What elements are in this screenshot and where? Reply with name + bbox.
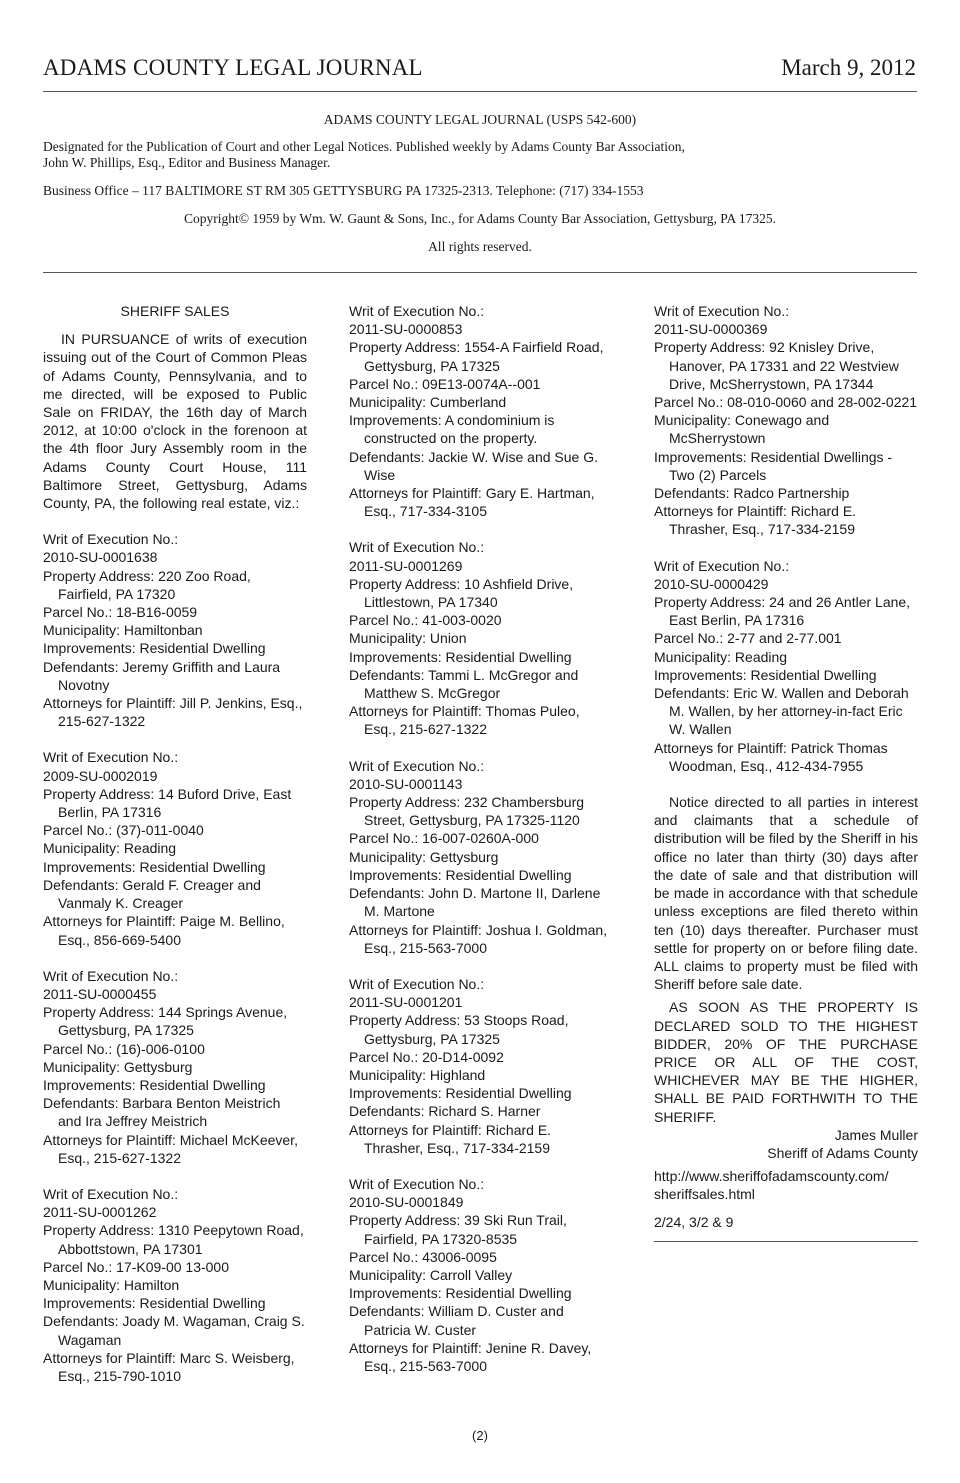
writ-line: Improvements: A condominium is constructed on the property.	[349, 412, 555, 447]
writ-number: 2010-SU-0001849	[349, 1194, 464, 1211]
writ-line: Municipality: Gettysburg	[349, 848, 499, 865]
writ-line: Writ of Execution No.:	[349, 975, 485, 992]
masthead-copyright: Copyright© 1959 by Wm. W. Gaunt & Sons, Inc., for Adams County Bar Association, Gettysburg, PA 17325.	[183, 211, 777, 226]
writ-line: Improvements: Residential Dwelling	[43, 858, 266, 875]
writ-line: Defendants: Joady M. Wagaman, Craig S. Wagaman	[43, 1313, 305, 1348]
column-3	[654, 302, 918, 1242]
writ-line: Property Address: 144 Springs Avenue, Gettysburg, PA 17325	[43, 1004, 288, 1039]
writ-line: Writ of Execution No.:	[43, 967, 179, 984]
writ-number: 2011-SU-0000853	[349, 321, 463, 338]
writ-line: Parcel No.: 16-007-0260A-000	[349, 830, 539, 847]
masthead-business-office: Business Office – 117 BALTIMORE ST RM 305 GETTYSBURG PA 17325-2313. Telephone: (717) 334-1553	[43, 183, 644, 198]
writ-number: 2010-SU-0000429	[654, 575, 769, 592]
writ-entry	[43, 967, 307, 1167]
writ-line: Writ of Execution No.:	[43, 531, 179, 548]
writ-number: 2009-SU-0002019	[43, 767, 158, 784]
writ-line: Improvements: Residential Dwelling	[43, 640, 266, 657]
writ-entry	[349, 757, 613, 957]
writ-line: Improvements: Residential Dwelling	[43, 1295, 266, 1312]
writ-line: Writ of Execution No.:	[349, 303, 485, 319]
writ-line: Writ of Execution No.:	[43, 1185, 179, 1202]
writ-entry	[654, 302, 918, 539]
sheriff-sales-heading: SHERIFF SALES	[120, 303, 230, 319]
writ-line: Defendants: Richard S. Harner	[349, 1103, 541, 1120]
signer-title: Sheriff of Adams County	[767, 1144, 918, 1161]
writ-line: Property Address: 92 Knisley Drive, Hanover, PA 17331 and 22 Westview Drive, McSherrystown, PA 17344	[654, 339, 899, 392]
writ-line: Attorneys for Plaintiff: Gary E. Hartman, Esq., 717-334-3105	[349, 485, 595, 520]
writ-line: Defendants: John D. Martone II, Darlene M. Martone	[349, 885, 601, 920]
writ-line: Municipality: Conewago and McSherrystown	[654, 412, 830, 447]
writ-line: Defendants: Gerald F. Creager and Vanmaly K. Creager	[43, 876, 261, 912]
writ-line: Parcel No.: (37)-011-0040	[43, 822, 204, 839]
writ-line: Improvements: Residential Dwelling	[349, 1085, 572, 1102]
writ-line: Writ of Execution No.:	[43, 749, 179, 766]
writ-line: Attorneys for Plaintiff: Michael McKeever, Esq., 215-627-1322	[43, 1131, 298, 1166]
writ-number: 2011-SU-0001201	[349, 994, 463, 1011]
writ-line: Attorneys for Plaintiff: Paige M. Bellino, Esq., 856-669-5400	[43, 913, 285, 948]
writ-line: Improvements: Residential Dwelling	[349, 648, 572, 665]
sheriff-url-1[interactable]: http://www.sheriffofadamscounty.com/	[654, 1168, 889, 1185]
writ-line: Defendants: Radco Partnership	[654, 485, 850, 502]
writ-line: Defendants: William D. Custer and Patricia W. Custer	[349, 1303, 564, 1338]
masthead-publication: ADAMS COUNTY LEGAL JOURNAL (USPS 542-600)	[323, 112, 637, 127]
writ-entry	[349, 1175, 613, 1375]
writ-line: Defendants: Jackie W. Wise and Sue G. Wise	[349, 448, 599, 483]
writ-entry	[43, 748, 307, 948]
writ-line: Property Address: 24 and 26 Antler Lane, East Berlin, PA 17316	[654, 594, 911, 629]
writ-line: Municipality: Reading	[654, 648, 788, 665]
writ-line: Defendants: Barbara Benton Meistrich and Ira Jeffrey Meistrich	[43, 1095, 281, 1130]
signer-name: James Muller	[834, 1126, 918, 1143]
masthead-rights: All rights reserved.	[428, 239, 532, 254]
writ-number: 2011-SU-0001269	[349, 557, 463, 574]
writ-entry	[43, 1185, 307, 1385]
writ-line: Attorneys for Plaintiff: Jill P. Jenkins, Esq., 215-627-1322	[43, 695, 303, 730]
writ-line: Defendants: Eric W. Wallen and Deborah M. Wallen, by her attorney-in-fact Eric W. Wallen	[654, 685, 909, 738]
writ-line: Attorneys for Plaintiff: Richard E. Thrasher, Esq., 717-334-2159	[349, 1121, 552, 1156]
issue-date: March 9, 2012	[781, 55, 916, 80]
writ-line: Municipality: Cumberland	[349, 394, 507, 411]
writ-line: Improvements: Residential Dwelling	[349, 866, 572, 883]
writ-line: Writ of Execution No.:	[654, 303, 790, 319]
writ-line: Parcel No.: (16)-006-0100	[43, 1040, 205, 1057]
writ-line: Property Address: 10 Ashfield Drive, Littlestown, PA 17340	[349, 575, 574, 611]
writ-line: Property Address: 220 Zoo Road, Fairfield, PA 17320	[43, 567, 251, 602]
writ-line: Property Address: 1310 Peepytown Road, Abbottstown, PA 17301	[43, 1222, 304, 1257]
writ-line: Defendants: Jeremy Griffith and Laura Novotny	[43, 658, 281, 693]
column-2-entries	[349, 302, 613, 1375]
writ-line: Parcel No.: 08-010-0060 and 28-002-0221	[654, 394, 918, 411]
writ-line: Attorneys for Plaintiff: Thomas Puleo, Esq., 215-627-1322	[349, 703, 580, 738]
writ-line: Parcel No.: 2-77 and 2-77.001	[654, 630, 842, 647]
writ-line: Municipality: Hamiltonban	[43, 622, 203, 639]
writ-line: Municipality: Carroll Valley	[349, 1266, 513, 1283]
writ-line: Property Address: 39 Ski Run Trail, Fairfield, PA 17320-8535	[349, 1212, 567, 1247]
writ-line: Parcel No.: 18-B16-0059	[43, 604, 198, 621]
writ-line: Parcel No.: 09E13-0074A--001	[349, 375, 541, 392]
column-2	[349, 302, 613, 1375]
closing-divider	[654, 1241, 918, 1242]
writ-line: Parcel No.: 20-D14-0092	[349, 1048, 504, 1065]
writ-line: Writ of Execution No.:	[349, 1175, 485, 1192]
writ-line: Attorneys for Plaintiff: Joshua I. Goldman, Esq., 215-563-7000	[349, 921, 608, 956]
writ-line: Property Address: 53 Stoops Road, Gettysburg, PA 17325	[349, 1012, 569, 1047]
sheriff-sales-intro: IN PURSUANCE of writs of execution issuing out of the Court of Common Pleas of Adams County, Pennsylvania, and to me directed, will be exposed to Public Sale on FRIDAY, the 16th day of March 2012, at 10:00 o'clock in the forenoon at the 4th floor Jury Assembly room in the Adams County Court House, 111 Baltimore Street, Gettysburg, Adams County, PA, the following real estate, viz.:	[43, 331, 307, 512]
writ-line: Attorneys for Plaintiff: Marc S. Weisberg, Esq., 215-790-1010	[43, 1349, 295, 1384]
payment-notice: AS SOON AS THE PROPERTY IS DECLARED SOLD TO THE HIGHEST BIDDER, 20% OF THE PURCHASE PRICE OR ALL OF THE COST, WHICHEVER MAY BE THE HIGHER, SHALL BE PAID FORTHWITH TO THE SHERIFF.	[654, 999, 918, 1125]
writ-line: Municipality: Gettysburg	[43, 1058, 193, 1075]
writ-entry	[349, 302, 613, 520]
writ-line: Attorneys for Plaintiff: Patrick Thomas Woodman, Esq., 412-434-7955	[654, 739, 888, 774]
column-1	[43, 302, 307, 1385]
writ-number: 2011-SU-0000369	[654, 321, 768, 338]
writ-line: Writ of Execution No.:	[349, 539, 485, 556]
column-3-entries	[654, 302, 918, 775]
writ-line: Improvements: Residential Dwelling	[349, 1285, 572, 1302]
page-number: (2)	[472, 1428, 488, 1443]
writ-line: Parcel No.: 41-003-0020	[349, 612, 502, 629]
journal-title: ADAMS COUNTY LEGAL JOURNAL	[43, 55, 423, 80]
writ-entry	[654, 557, 918, 775]
masthead-designation-2: John W. Phillips, Esq., Editor and Business Manager.	[43, 155, 331, 170]
writ-line: Defendants: Tammi L. McGregor and Matthew S. McGregor	[349, 666, 579, 702]
sheriff-url-2[interactable]: sheriffsales.html	[654, 1186, 755, 1203]
column-1-entries	[43, 530, 307, 1385]
writ-line: Writ of Execution No.:	[349, 757, 485, 774]
writ-line: Municipality: Hamilton	[43, 1276, 180, 1293]
writ-entry	[349, 975, 613, 1157]
writ-number: 2011-SU-0001262	[43, 1204, 157, 1221]
writ-number: 2011-SU-0000455	[43, 985, 157, 1002]
writ-line: Improvements: Residential Dwellings - Two (2) Parcels	[654, 448, 893, 483]
writ-line: Property Address: 1554-A Fairfield Road, Gettysburg, PA 17325	[349, 339, 604, 374]
writ-line: Writ of Execution No.:	[654, 557, 790, 574]
writ-line: Improvements: Residential Dwelling	[43, 1076, 266, 1093]
writ-line: Property Address: 14 Buford Drive, East Berlin, PA 17316	[43, 785, 292, 821]
writ-line: Parcel No.: 17-K09-00 13-000	[43, 1258, 229, 1275]
distribution-notice: Notice directed to all parties in interest and claimants that a schedule of distribution will be filed by the Sheriff in his office no later than thirty (30) days after the date of sale and that distribution will be made in accordance with that schedule unless exceptions are filed thereto within ten (10) days thereafter. Purchaser must settle for property on or before filing date. ALL claims to property must be filed with Sheriff before sale date.	[654, 794, 918, 993]
masthead-designation-1: Designated for the Publication of Court and other Legal Notices. Published weekly by Adams County Bar Association,	[43, 139, 685, 154]
writ-line: Improvements: Residential Dwelling	[654, 666, 877, 683]
writ-line: Attorneys for Plaintiff: Richard E. Thrasher, Esq., 717-334-2159	[654, 503, 857, 538]
writ-line: Parcel No.: 43006-0095	[349, 1248, 497, 1265]
writ-line: Municipality: Reading	[43, 840, 177, 857]
masthead	[43, 112, 917, 255]
writ-line: Property Address: 232 Chambersburg Street, Gettysburg, PA 17325-1120	[349, 794, 585, 829]
writ-number: 2010-SU-0001638	[43, 549, 158, 566]
masthead-divider	[43, 272, 917, 273]
writ-entry	[43, 530, 307, 730]
writ-number: 2010-SU-0001143	[349, 775, 463, 792]
writ-line: Municipality: Union	[349, 630, 467, 647]
writ-line: Attorneys for Plaintiff: Jenine R. Davey, Esq., 215-563-7000	[349, 1339, 592, 1374]
writ-line: Municipality: Highland	[349, 1066, 486, 1083]
writ-entry	[349, 538, 613, 738]
header-divider	[43, 91, 917, 92]
publication-dates: 2/24, 3/2 & 9	[654, 1213, 734, 1230]
